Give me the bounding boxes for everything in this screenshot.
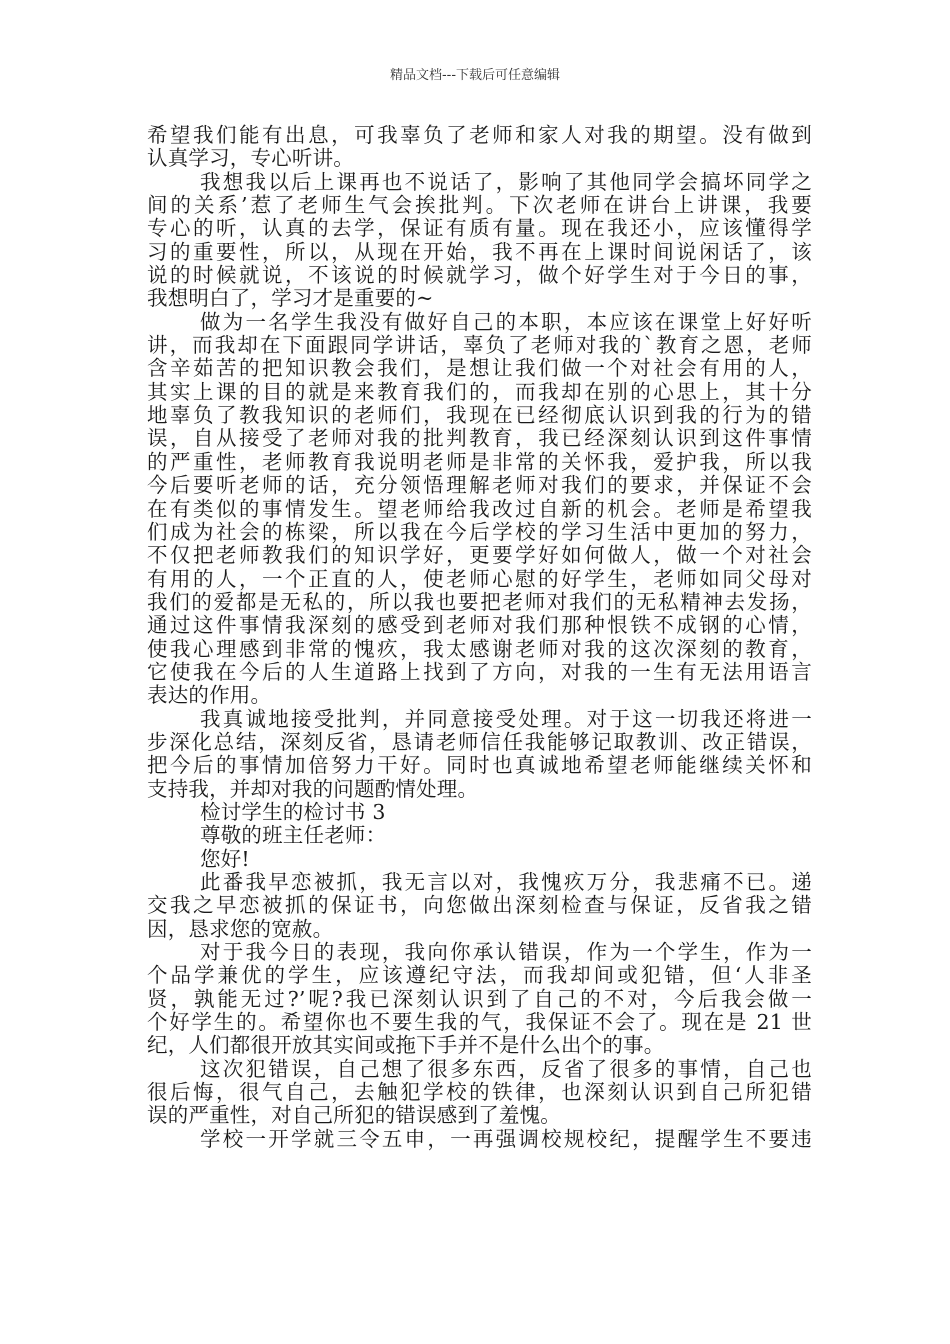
text-line: 我真诚地接受批判，并同意接受处理。对于这一切我还将进一 (200, 706, 812, 731)
text-line: 表达的作用。 (147, 683, 272, 708)
text-line: 把今后的事情加倍努力干好。同时也真诚地希望老师能继续关怀和 (147, 753, 812, 778)
document-body (147, 124, 812, 1151)
text-line: 很后悔，很气自己，去触犯学校的铁律，也深刻认识到自己所犯错 (147, 1080, 812, 1105)
text-line: 步深化总结，深刻反省，恳请老师信任我能够记取教训、改正错误， (147, 729, 812, 754)
text-line: 误的严重性，对自己所犯的错误感到了羞愧。 (147, 1103, 561, 1128)
text-line: 专心的听，认真的去学，保证有质有量。现在我还小，应该懂得学 (147, 216, 812, 241)
text-line: 含辛茹苦的把知识教会我们，是想让我们做一个对社会有用的人， (147, 356, 812, 381)
text-line: 交我之早恋被抓的保证书，向您做出深刻检查与保证，反省我之错 (147, 893, 812, 918)
text-line: 习的重要性，所以，从现在开始，我不再在上课时间说闲话了，该 (147, 239, 812, 264)
text-line: 通过这件事情我深刻的感受到老师对我们那种恨铁不成钢的心情， (147, 613, 812, 638)
text-line: 的严重性，老师教育我说明老师是非常的关怀我，爱护我，所以我 (147, 449, 812, 474)
text-line: 间的关系’惹了老师生气会挨批判。下次老师在讲台上讲课，我要 (147, 193, 812, 218)
text-line: 今后要听老师的话，充分领悟理解老师对我们的要求，并保证不会 (147, 473, 812, 498)
text-line: 其实上课的目的就是来教育我们的，而我却在别的心思上，其十分 (147, 379, 812, 404)
page-header: 精品文档---下载后可任意编辑 (389, 68, 561, 83)
text-line: 讲，而我却在下面跟同学讲话，辜负了老师对我的`教育之恩，老师 (147, 333, 812, 358)
text-line: 在有类似的事情发生。望老师给我改过自新的机会。老师是希望我 (147, 496, 812, 521)
text-line: 对于我今日的表现，我向你承认错误，作为一个学生，作为一 (200, 940, 812, 965)
text-line: 地辜负了教我知识的老师们，我现在已经彻底认识到我的行为的错 (147, 403, 812, 428)
text-line: 学校一开学就三令五申，一再强调校规校纪，提醒学生不要违 (200, 1126, 812, 1151)
text-line: 您好! (200, 846, 250, 871)
text-line: 检讨学生的检讨书 3 (200, 799, 386, 824)
text-line: 贤，孰能无过?’呢?我已深刻认识到了自己的不对，今后我会做一 (147, 986, 812, 1011)
text-line: 尊敬的班主任老师： (200, 823, 387, 848)
text-line: 我们的爱都是无私的，所以我也要把老师对我们的无私精神去发扬， (147, 589, 812, 614)
text-line: 纪，人们都很开放其实间或拖下手并不是什么出个的事。 (147, 1033, 665, 1058)
text-line: 误，自从接受了老师对我的批判教育，我已经深刻认识到这件事情 (147, 426, 812, 451)
text-line: 因，恳求您的宽赦。 (147, 916, 334, 941)
text-line: 我想明白了，学习才是重要的~ (147, 286, 434, 311)
text-line: 说的时候就说，不该说的时候就学习，做个好学生对于今日的事， (147, 263, 812, 288)
text-line: 个好学生的。希望你也不要生我的气，我保证不会了。现在是 21 世 (147, 1010, 812, 1035)
text-line: 使我心理感到非常的愧疚，我太感谢老师对我的这次深刻的教育， (147, 636, 812, 661)
text-line: 希望我们能有出息，可我辜负了老师和家人对我的期望。没有做到 (147, 123, 812, 147)
text-line: 它使我在今后的人生道路上找到了方向，对我的一生有无法用语言 (147, 659, 812, 684)
text-line: 有用的人，一个正直的人，使老师心慰的好学生，老师如同父母对 (147, 566, 812, 591)
text-line: 认真学习，专心听讲。 (147, 146, 354, 171)
text-line: 做为一名学生我没有做好自己的本职，本应该在课堂上好好听 (200, 309, 812, 334)
text-line: 个品学兼优的学生，应该遵纪守法，而我却间或犯错，但‘人非圣 (147, 963, 812, 988)
text-line: 我想我以后上课再也不说话了，影响了其他同学会搞坏同学之 (200, 169, 812, 194)
text-line: 这次犯错误，自己想了很多东西，反省了很多的事情，自己也 (200, 1056, 812, 1081)
text-line: 们成为社会的栋梁，所以我在今后学校的学习生活中更加的努力， (147, 519, 812, 544)
text-line: 不仅把老师教我们的知识学好，更要学好如何做人，做一个对社会 (147, 543, 812, 568)
text-line: 支持我，并却对我的问题酌情处理。 (147, 776, 479, 801)
text-line: 此番我早恋被抓，我无言以对，我愧疚万分，我悲痛不已。递 (200, 870, 812, 894)
